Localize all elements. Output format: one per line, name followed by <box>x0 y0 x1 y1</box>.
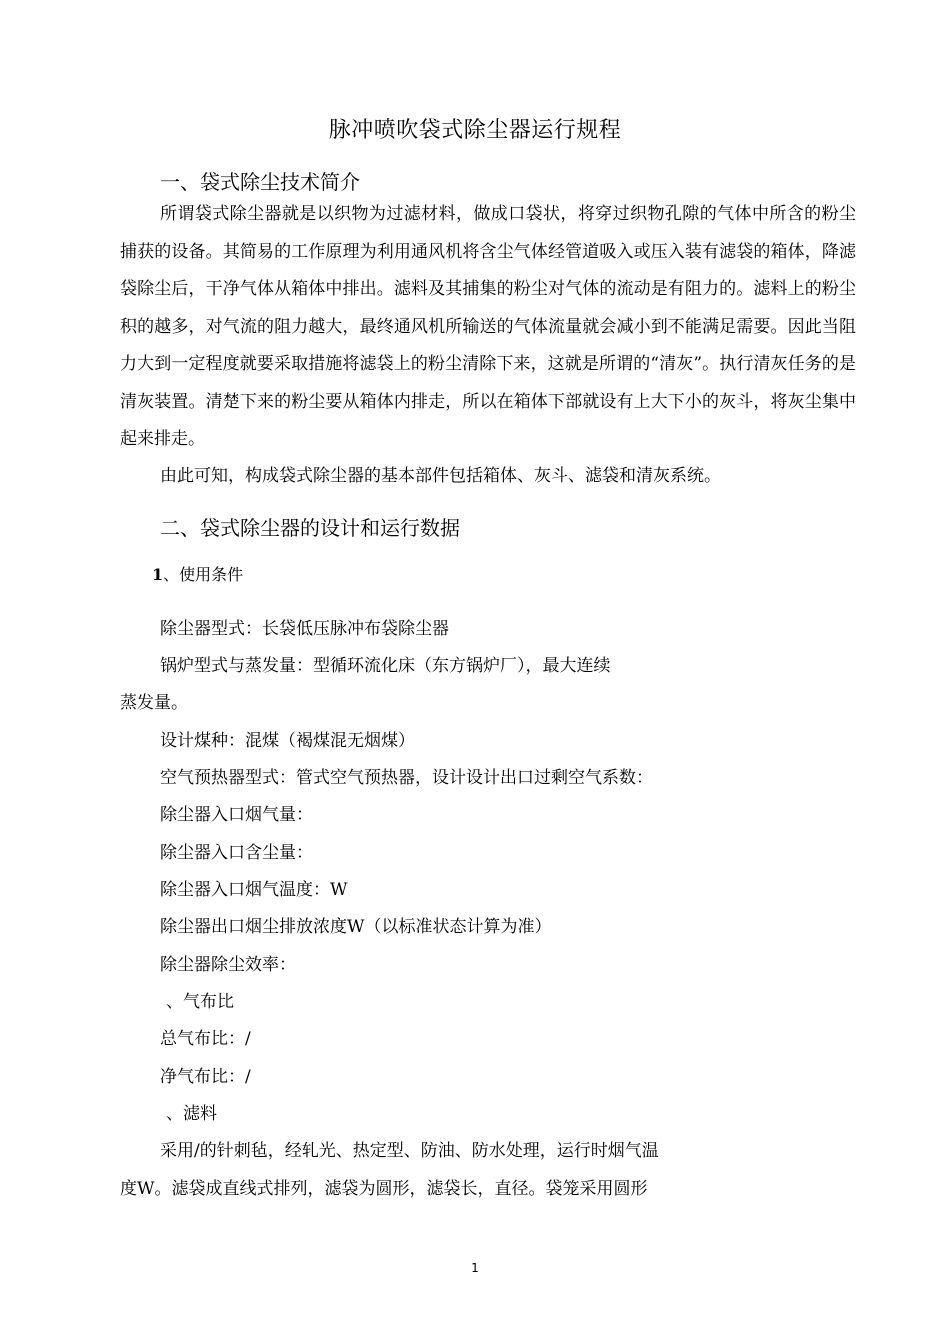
subsection-filter-material: 、滤料 <box>166 1104 217 1124</box>
spec-line-outlet-emission: 除尘器出口烟尘排放浓度W（以标准状态计算为准） <box>160 917 552 937</box>
spec-line-inlet-dust: 除尘器入口含尘量： <box>160 843 313 863</box>
spec-line-net-ratio: 净气布比：/ <box>160 1067 251 1087</box>
spec-line-inlet-gas-volume: 除尘器入口烟气量： <box>160 805 313 825</box>
spec-line-boiler-type-cont: 蒸发量。 <box>120 693 188 713</box>
subsection-heading-conditions <box>152 560 243 590</box>
page-number: 1 <box>471 1261 479 1275</box>
subsection-number: 1 <box>152 565 164 584</box>
spec-line-collector-type: 除尘器型式：长袋低压脉冲布袋除尘器 <box>160 619 449 639</box>
intro-paragraph: 所谓袋式除尘器就是以织物为过滤材料，做成口袋状，将穿过织物孔隙的气体中所含的粉尘捕获的设备。其简易的工作原理为利用通风机将含尘气体经管道吸入或压入装有滤袋的箱体，降滤袋除尘后，干净气体从箱体中排出。滤料及其捕集的粉尘对气体的流动是有阻力的。滤料上的粉尘积的越多，对气流的阻力越大，最终通风机所输送的气体流量就会减小到不能满足需要。因此当阻力大到一定程度就要采取措施将滤袋上的粉尘清除下来，这就是所谓的“清灰”。执行清灰任务的是清灰装置。清楚下来的粉尘要从箱体内排走，所以在箱体下部就设有上大下小的灰斗，将灰尘集中起来排走。 <box>120 204 856 449</box>
section-heading-design-data: 二、袋式除尘器的设计和运行数据 <box>160 516 460 540</box>
document-title: 脉冲喷吹袋式除尘器运行规程 <box>328 118 622 143</box>
spec-line-boiler-type: 锅炉型式与蒸发量：型循环流化床（东方锅炉厂），最大连续 <box>160 656 611 676</box>
spec-line-total-ratio: 总气布比：/ <box>160 1029 251 1049</box>
summary-paragraph: 由此可知，构成袋式除尘器的基本部件包括箱体、灰斗、滤袋和清灰系统。 <box>160 466 721 486</box>
subsection-air-cloth-ratio: 、气布比 <box>166 992 234 1012</box>
subsection-title: 、使用条件 <box>163 565 244 584</box>
spec-line-efficiency: 除尘器除尘效率： <box>160 955 296 975</box>
spec-line-air-preheater: 空气预热器型式：管式空气预热器，设计设计出口过剩空气系数： <box>160 768 653 788</box>
section-heading-intro: 一、袋式除尘技术简介 <box>160 170 360 194</box>
spec-line-inlet-temperature: 除尘器入口烟气温度：W <box>160 880 348 900</box>
spec-line-filter-description: 采用/的针刺毡，经轧光、热定型、防油、防水处理，运行时烟气温 <box>160 1141 659 1161</box>
spec-line-coal-type: 设计煤种：混煤（褐煤混无烟煤） <box>160 731 415 751</box>
spec-line-filter-description-cont: 度W。滤袋成直线式排列，滤袋为圆形，滤袋长，直径。袋笼采用圆形 <box>120 1179 648 1199</box>
